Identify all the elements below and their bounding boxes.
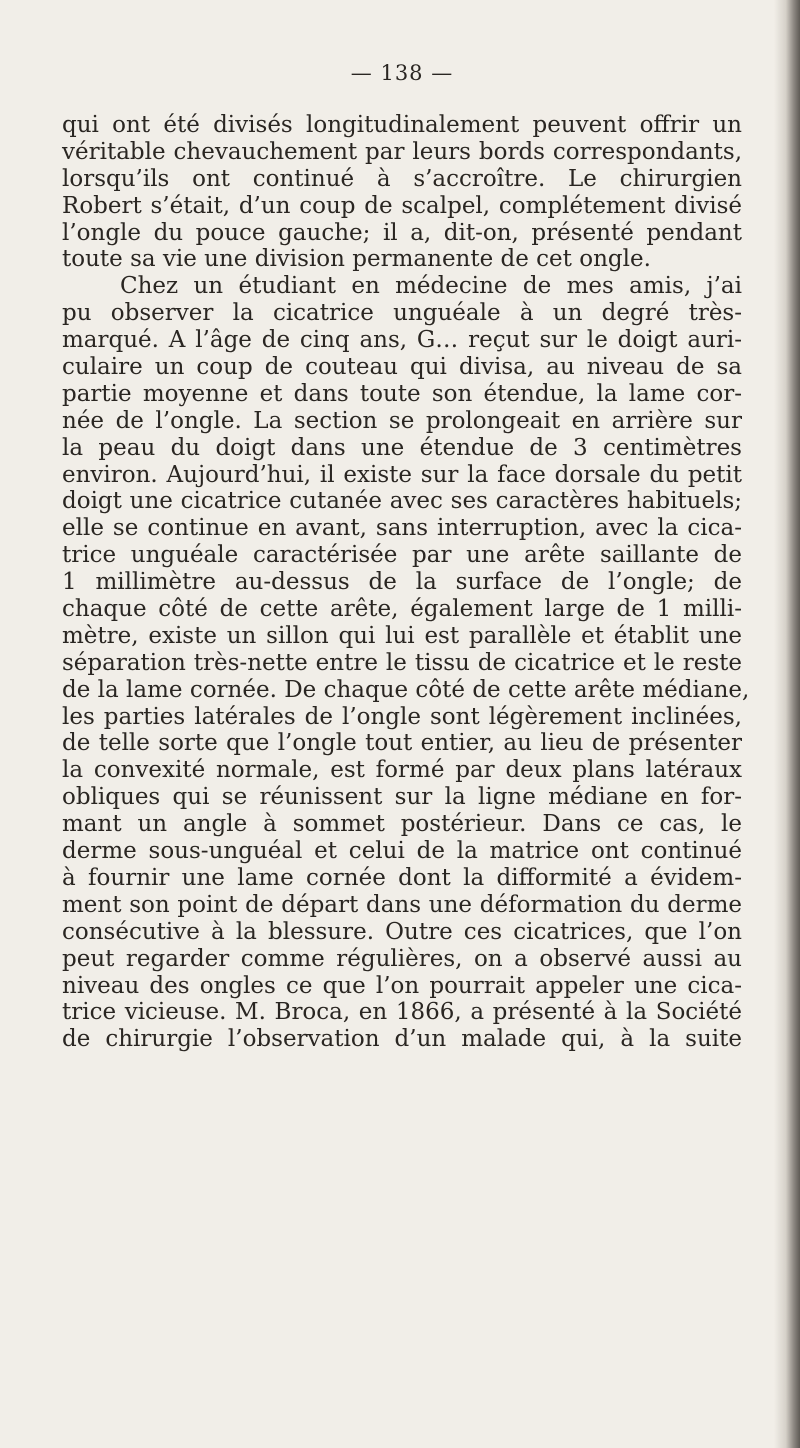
text-line: consécutive à la blessure. Outre ces cicatrices, que l’on: [62, 918, 742, 945]
text-line: de la lame cornée. De chaque côté de cette arête médiane,: [62, 676, 750, 703]
text-line: ment son point de départ dans une déformation du derme: [62, 891, 742, 918]
text-line: doigt une cicatrice cutanée avec ses caractères habituels;: [62, 488, 742, 515]
paragraph-2: [62, 273, 750, 1053]
text-line: mètre, existe un sillon qui lui est parallèle et établit une: [62, 622, 742, 649]
text-line: toute sa vie une division permanente de cet ongle.: [62, 246, 651, 273]
scan-shadow-edge: [774, 0, 800, 1448]
text-line: les parties latérales de l’ongle sont légèrement inclinées,: [62, 703, 742, 730]
text-line: peut regarder comme régulières, on a observé aussi au: [62, 945, 742, 972]
text-line: véritable chevauchement par leurs bords correspondants,: [62, 138, 742, 165]
text-line: mant un angle à sommet postérieur. Dans ce cas, le: [62, 811, 742, 838]
text-line: lorsqu’ils ont continué à s’accroître. Le chirurgien: [62, 165, 742, 192]
text-line: la convexité normale, est formé par deux plans latéraux: [62, 757, 742, 784]
text-line: séparation très-nette entre le tissu de cicatrice et le reste: [62, 649, 742, 676]
text-line: 1 millimètre au-dessus de la surface de l’ongle; de: [62, 569, 742, 596]
text-line: Chez un étudiant en médecine de mes amis, j’ai: [120, 273, 742, 300]
text-line: environ. Aujourd’hui, il existe sur la face dorsale du petit: [62, 461, 742, 488]
text-line: trice vicieuse. M. Broca, en 1866, a présenté à la Société: [62, 999, 742, 1026]
text-line: de telle sorte que l’ongle tout entier, au lieu de présenter: [62, 730, 742, 757]
text-line: à fournir une lame cornée dont la difformité a évidem-: [62, 864, 742, 891]
page-number-header: — 138 —: [350, 61, 454, 85]
text-line: l’ongle du pouce gauche; il a, dit-on, présenté pendant: [62, 219, 742, 246]
text-line: derme sous-unguéal et celui de la matrice ont continué: [62, 838, 742, 865]
text-line: Robert s’était, d’un coup de scalpel, complétement divisé: [62, 192, 742, 219]
text-line: obliques qui se réunissent sur la ligne médiane en for-: [62, 784, 742, 811]
text-line: chaque côté de cette arête, également large de 1 milli-: [62, 596, 742, 623]
text-line: culaire un coup de couteau qui divisa, au niveau de sa: [62, 354, 742, 381]
text-line: qui ont été divisés longitudinalement peuvent offrir un: [62, 112, 742, 138]
text-line: elle se continue en avant, sans interruption, avec la cica-: [62, 515, 742, 542]
text-line: partie moyenne et dans toute son étendue, la lame cor-: [62, 380, 742, 407]
text-line: de chirurgie l’observation d’un malade qui, à la suite: [62, 1026, 742, 1053]
text-line: la peau du doigt dans une étendue de 3 centimètres: [62, 434, 742, 461]
text-line: née de l’ongle. La section se prolongeait en arrière sur: [62, 407, 742, 434]
body-text: [62, 112, 750, 1053]
paragraph-1: [62, 112, 742, 273]
text-line: niveau des ongles ce que l’on pourrait appeler une cica-: [62, 972, 742, 999]
text-line: trice unguéale caractérisée par une arête saillante de: [62, 542, 742, 569]
text-line: pu observer la cicatrice unguéale à un degré très-: [62, 300, 742, 327]
text-line: marqué. A l’âge de cinq ans, G… reçut sur le doigt auri-: [62, 327, 742, 354]
